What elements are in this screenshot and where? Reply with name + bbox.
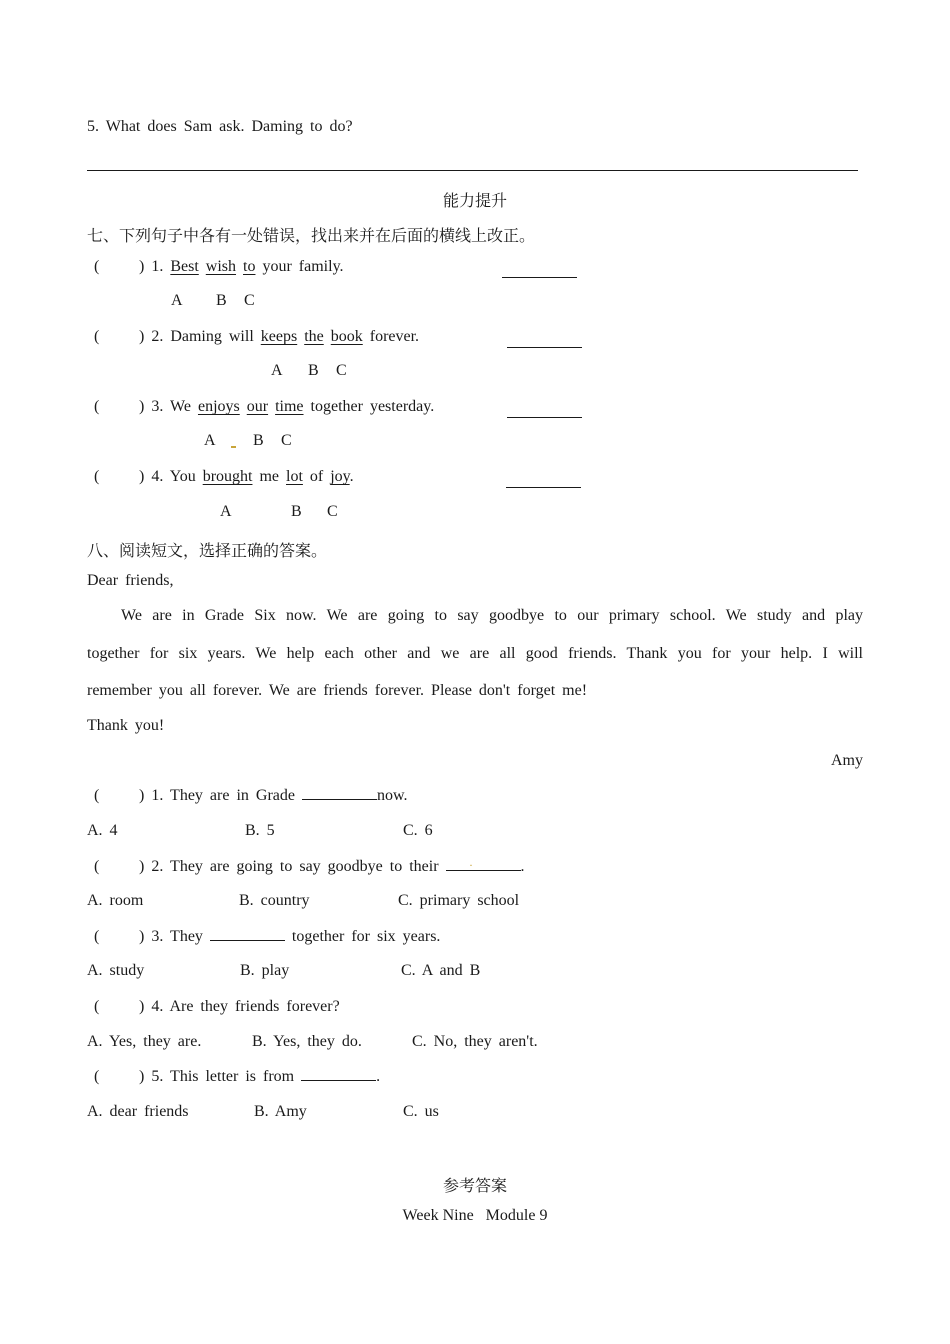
option-c[interactable]: C. 6 [403,822,433,839]
q2-open-paren: ( [94,858,100,875]
label-c: C [327,503,338,520]
q3-open-paren: ( [94,928,100,945]
answers-subtitle: Week Nine Module 9 [402,1207,548,1224]
reading-question-5: ) 5. This letter is from . [139,1068,381,1085]
letter-line-1: We are in Grade Six now. We are going to say goodbye to our primary school. We study and play [121,607,863,624]
section-7-heading: 七、下列句子中各有一处错误，找出来并在后面的横线上改正。 [87,228,536,245]
option-b[interactable]: B. country [239,892,310,909]
answer-line [87,170,858,171]
option-b-word: the [304,328,324,345]
item-1-open-paren: ( [94,258,100,275]
letter-line-2: together for six years. We help each other and we are all good friends. Thank you for your help. I will [87,645,863,662]
label-b: B [308,362,319,379]
letter-line-3: remember you all forever. We are friends forever. Please don't forget me! [87,682,588,699]
error-item-2: ) 2. Daming will keeps the book forever. [139,328,420,345]
question-5: 5. What does Sam ask. Daming to do? [87,118,353,135]
label-c: C [281,432,292,449]
letter-thanks: Thank you! [87,717,165,734]
option-c-word: joy [330,468,350,485]
label-c: C [244,292,255,309]
section-8-heading: 八、阅读短文，选择正确的答案。 [87,543,328,560]
option-a[interactable]: A. 4 [87,822,118,839]
label-a: A [271,362,283,379]
letter-greeting: Dear friends, [87,572,174,589]
option-b-word: lot [286,468,303,485]
q1-open-paren: ( [94,787,100,804]
item-2-open-paren: ( [94,328,100,345]
answer-blank[interactable] [302,798,377,800]
reading-question-4: ) 4. Are they friends forever? [139,998,340,1015]
option-c-word: to [243,258,256,275]
correction-blank[interactable] [507,416,582,418]
reading-question-3: ) 3. They together for six years. [139,928,441,945]
answer-blank[interactable] [210,939,285,941]
option-a-word: enjoys [197,398,240,415]
letter-signature: Amy [831,752,863,769]
label-a: A [220,503,232,520]
q4-open-paren: ( [94,998,100,1015]
item-3-open-paren: ( [94,398,100,415]
option-c[interactable]: C. us [403,1103,439,1120]
option-a-word: keeps [260,328,298,345]
option-c[interactable]: C. No, they aren't. [412,1033,538,1050]
q5-open-paren: ( [94,1068,100,1085]
option-c-word: time [275,398,304,415]
option-c-word: book [330,328,363,345]
correction-blank[interactable] [502,276,577,278]
label-a: A [204,432,216,449]
answer-blank[interactable]: . [446,869,521,871]
answers-title: 参考答案 [442,1178,507,1195]
label-b: B [216,292,227,309]
option-a[interactable]: A. room [87,892,144,909]
option-b[interactable]: B. play [240,962,290,979]
option-a[interactable]: A. dear friends [87,1103,189,1120]
option-b-word: wish [205,258,237,275]
option-b[interactable]: B. Amy [254,1103,307,1120]
error-item-3: ) 3. We enjoys our time together yesterday. [139,398,435,415]
label-b: B [291,503,302,520]
label-b: B [253,432,264,449]
option-b-word: our [246,398,269,415]
reading-question-2: ) 2. They are going to say goodbye to their . . [139,855,525,875]
option-b[interactable]: B. Yes, they do. [252,1033,362,1050]
reading-question-1: ) 1. They are in Grade now. [139,787,408,804]
error-item-1: ) 1. Best wish to your family. [139,258,344,275]
error-item-4: ) 4. You brought me lot of joy. [139,468,354,485]
speck-mark [231,446,236,448]
option-a[interactable]: A. Yes, they are. [87,1033,202,1050]
answer-blank[interactable] [301,1079,376,1081]
option-b[interactable]: B. 5 [245,822,275,839]
section-title: 能力提升 [442,193,507,210]
option-c[interactable]: C. A and B [401,962,481,979]
option-a[interactable]: A. study [87,962,145,979]
option-a-word: brought [202,468,253,485]
correction-blank[interactable] [507,346,582,348]
label-a: A [171,292,183,309]
correction-blank[interactable] [506,486,581,488]
option-a-word: Best [170,258,199,275]
option-c[interactable]: C. primary school [398,892,520,909]
item-4-open-paren: ( [94,468,100,485]
label-c: C [336,362,347,379]
